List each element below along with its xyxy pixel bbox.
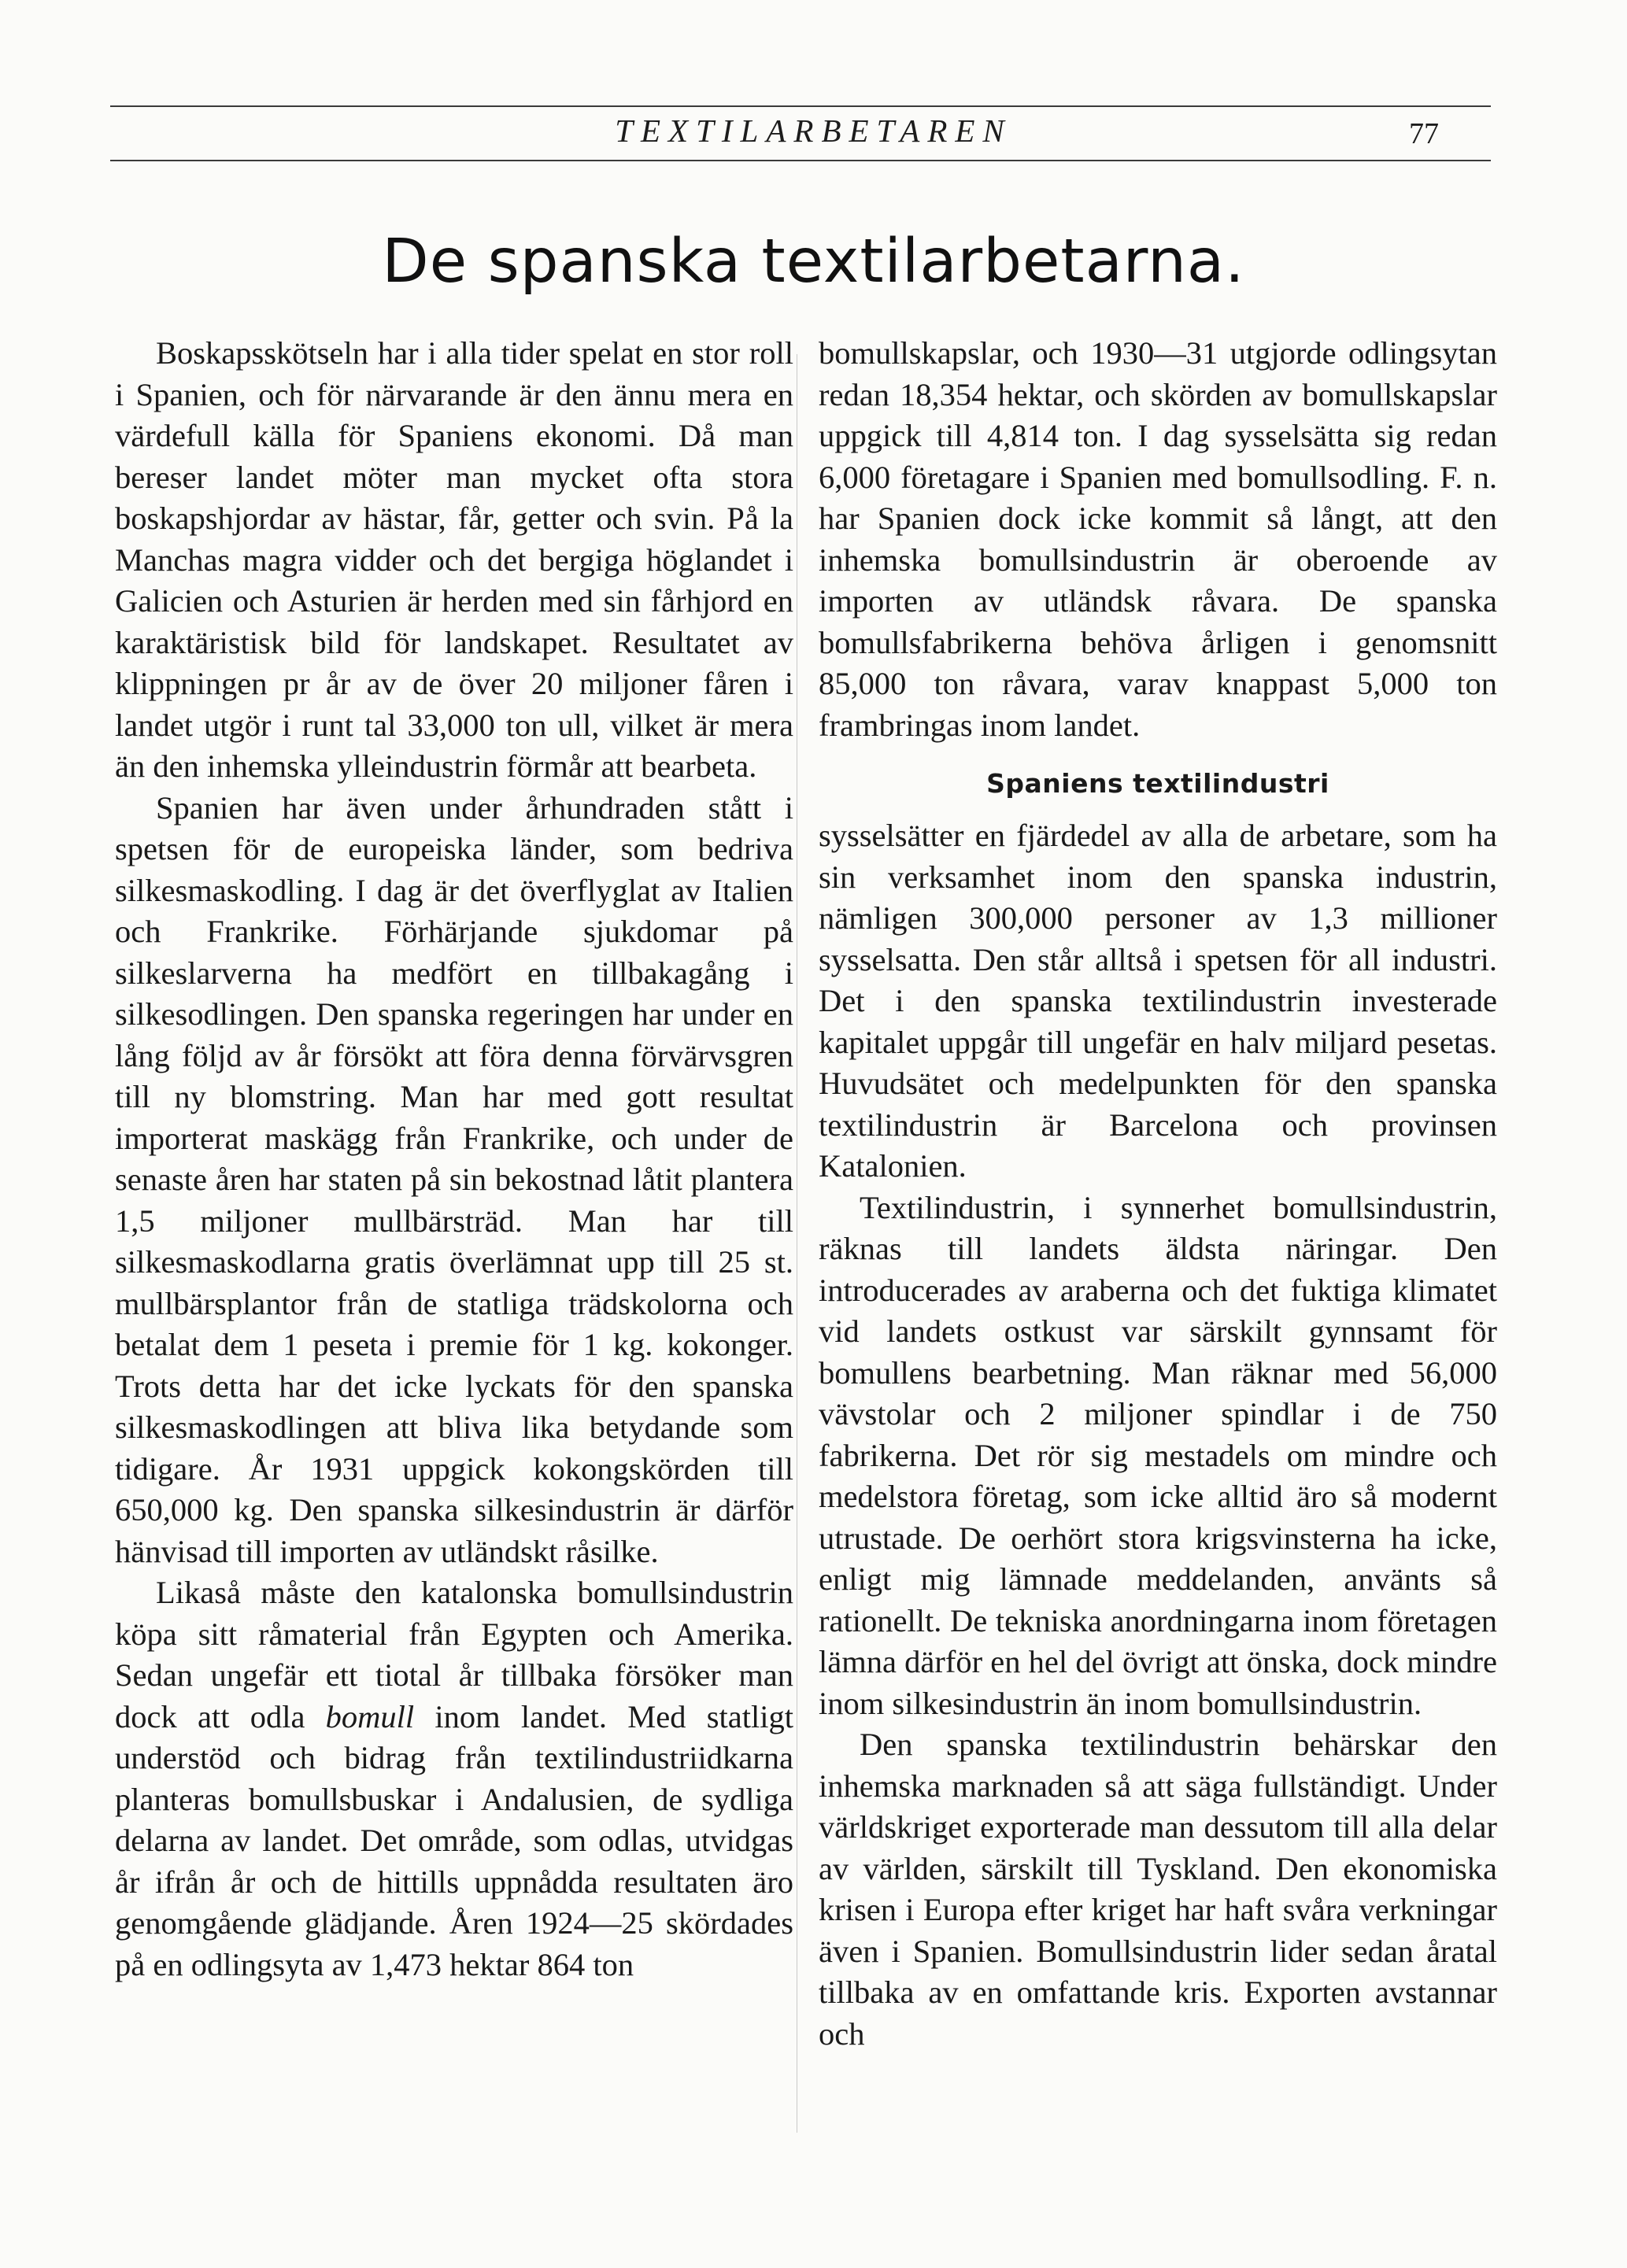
page-number: 77 [1409,117,1439,150]
running-title: TEXTILARBETAREN [615,113,1012,149]
paragraph-industry-history: Textilindustrin, i synnerhet bomullsindustrin, räknas till landets äldsta näringar. Den introducerades av araberna och det fuktiga klimatet vid landets ostkust var särskilt gynnsamt för bomullens bearbetning. Man räknar med 56,000 vävstolar och 2 miljoner spindlar i de 750 fabrikerna. Det rör sig mestadels om mindre och medelstora företag, som icke alltid äro så modernt utrustade. De oerhört stora krigsvinsterna ha icke, enligt mig lämnade meddelanden, använts så rationellt. De tekniska anordningarna inom företagen lämna därför en hel del övrigt att önska, dock mindre inom silkesindustrin än inom bomullsindustrin. [819,1189,1497,1721]
article-title: De spanska textilarbetarna. [382,227,1245,297]
right-column [819,333,1497,2055]
paragraph-industry-size: sysselsätter en fjärdedel av alla de arbetare, som ha sin verksamhet inom den spanska industrin, nämligen 300,000 personer av 1,3 millioner sysselsatta. Den står alltså i spetsen för all industri. Det i den spanska textilindustrin investerade kapitalet uppgår till ungefär en halv miljard pesetas. Huvudsätet och medelpunkten för den spanska textilindustrin är Barcelona och provinsen Katalonien. [819,818,1497,1184]
section-subheading: Spaniens textilindustri [986,768,1329,799]
paragraph-silk: Spanien har även under århundraden stått i spetsen för de europeiska länder, som bedriva silkesmaskodling. I dag är det överflyglat av Italien och Frankrike. Förhärjande sjukdomar på silkeslarverna ha medfört en tillbakagång i silkesodlingen. Den spanska regeringen har under en lång följd av år försökt att föra denna förvärvsgren till ny blomstring. Man har med gott resultat importerat maskägg från Frankrike, och under de senaste åren har staten på sin bekostnad låtit plantera 1,5 miljoner mullbärsträd. Man har till silkesmaskodlarna gratis överlämnat upp till 25 st. mullbärsplantor från de statliga trädskolorna och betalat dem 1 peseta i premie för 1 kg. kokonger. Trots detta har det icke lyckats för den spanska silkesmaskodlingen att bliva lika betydande som tidigare. År 1931 uppgick kokongskörden till 650,000 kg. Den spanska silkesindustrin är därför hänvisad till importen av utländskt råsilke. [115,789,793,1569]
italic-word-bomull: bomull [325,1698,415,1734]
paragraph-livestock: Boskapsskötseln har i alla tider spelat en stor roll i Spanien, och för närvarande är den ännu mera en värdefull källa för Spaniens ekonomi. Då man bereser landet möter man mycket ofta stora boskapshjordar av hästar, får, getter och svin. På la Manchas magra vidder och det bergiga höglandet i Galicien och Asturien är herden med sin fårhjord en karaktäristisk bild för landskapet. Resultatet av klippningen pr år av de över 20 miljoner fåren i landet utgör i runt tal 33,000 ton ull, vilket är mera än den inhemska ylleindustrin förmår att bearbeta. [115,335,793,784]
header-rule-top [110,105,1491,107]
left-column [115,333,793,1985]
header-rule-bottom [110,160,1491,161]
paragraph-cotton-text-a: Likaså måste den katalonska bomullsindustrin köpa sitt råmaterial från Egypten och Amerika. Sedan ungefär ett tiotal år tillbaka försöker man dock att odla [115,1575,793,1734]
paragraph-cotton-text-b: inom landet. Med statligt understöd och bidrag från textilindustriidkarna planteras bomullsbuskar i Andalusien, de sydliga delarna av landet. Det område, som odlas, utvidgas år ifrån år och de hittills uppnådda resultaten äro genomgående glädjande. Åren 1924—25 skördades på en odlingsyta av 1,473 hektar 864 ton [115,1698,793,1982]
paragraph-cotton-cultivation [115,1572,793,1985]
paragraph-market: Den spanska textilindustrin behärskar den inhemska marknaden så att säga fullständigt. Under världskriget exporterade man dessutom till alla delar av världen, särskilt till Tyskland. Den ekonomiska krisen i Europa efter kriget har haft svåra verkningar även i Spanien. Bomullsindustrin lider sedan åratal tillbaka av en omfattande kris. Exporten avstannar och [819,1727,1497,2052]
paragraph-cotton-harvest: bomullskapslar, och 1930—31 utgjorde odlingsytan redan 18,354 hektar, och skörden av bomullskapslar uppgick till 4,814 ton. I dag sysselsätta sig redan 6,000 företagare i Spanien med bomullsodling. F. n. har Spanien dock icke kommit så långt, att den inhemska bomullsindustrin är oberoende av importen av utländsk råvara. De spanska bomullsfabrikerna behöva årligen i genomsnitt 85,000 ton råvara, varav knappast 5,000 ton frambringas inom landet. [819,335,1497,743]
